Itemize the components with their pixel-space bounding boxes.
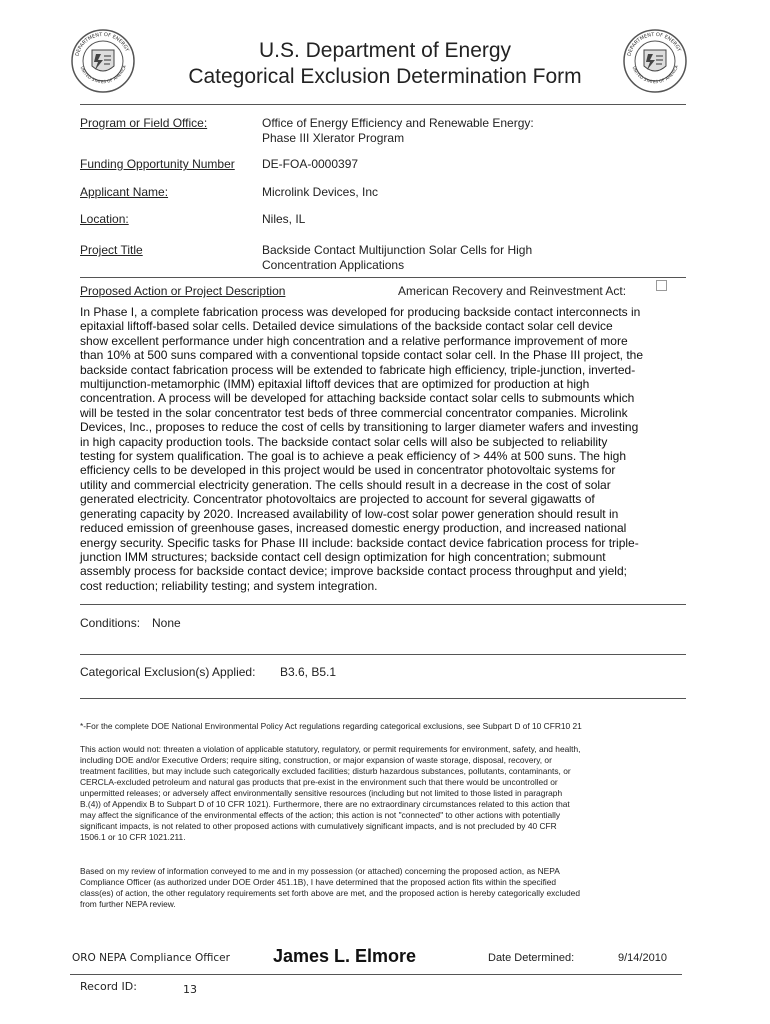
header-divider (80, 104, 686, 105)
divider-proposed (80, 277, 686, 278)
svg-text:UNITED STATES OF AMERICA: UNITED STATES OF AMERICA (79, 64, 128, 85)
funding-value: DE-FOA-0000397 (262, 157, 359, 171)
officer-label: ORO NEPA Compliance Officer (72, 952, 230, 964)
officer-name: James L. Elmore (273, 946, 417, 966)
date-determined-label: Date Determined: (488, 952, 575, 964)
exclusion-value: B3.6, B5.1 (280, 665, 337, 679)
extraordinary-circumstances-text: This action would not: threaten a violation of applicable statutory, regulatory, or permit requirements for environment, safety, and health, including DOE and/or Executive Orders; require siting, construction, or major expansion of waste storage, disposal, recovery, or treatment facilities, but may include such categorically excluded facilities; disturb hazardous substances, pollutants, contaminants, or CERCLA-excluded petroleum and natural gas products that pre-exist in the environment such that there would be uncontrolled or unpermitted releases; or adversely affect environmentally sensitive resources (including but not limited to those listed in paragraph B.(4)) of Appendix B to Subpart D of 10 CFR 1021). Furthermore, there are no extraordinary circumstances related to this action that may affect the significance of the environmental effects of the action; this action is not "connected" to other actions with potentially significant impacts, is not related to other proposed actions with cumulatively significant impacts, and is not precluded by 40 CFR 1506.1 or 10 CFR 1021.211. (80, 744, 581, 842)
location-label: Location: (80, 212, 129, 226)
cfr-footnote: *-For the complete DOE National Environmental Policy Act regulations regarding categorical exclusions, see Subpart D of 10 CFR10 21 (80, 721, 582, 731)
funding-label: Funding Opportunity Number (80, 157, 235, 171)
divider-exclusion (80, 654, 686, 655)
applicant-label: Applicant Name: (80, 185, 169, 199)
arra-checkbox[interactable] (656, 280, 667, 291)
arra-label: American Recovery and Reinvestment Act: (398, 284, 627, 298)
form-title-line2: Categorical Exclusion Determination Form (188, 65, 582, 88)
conditions-label: Conditions: (80, 616, 141, 630)
record-id-value: 13 (183, 983, 197, 996)
record-id-label: Record ID: (80, 980, 137, 993)
location-value: Niles, IL (262, 212, 306, 226)
svg-text:DEPARTMENT OF ENERGY: DEPARTMENT OF ENERGY (74, 31, 130, 57)
project-title-label: Project Title (80, 243, 143, 257)
divider-footnotes (80, 698, 686, 699)
divider-conditions (80, 604, 686, 605)
program-value: Office of Energy Efficiency and Renewable Energy: Phase III Xlerator Program (262, 116, 534, 145)
date-determined-value: 9/14/2010 (618, 952, 667, 964)
project-description: In Phase I, a complete fabrication process was developed for producing backside contact interconnects in epitaxial liftoff-based solar cells. Detailed device simulations of the backside contact solar cell device show excellent performance under high concentration and a relative performance improvement of more than 10% at 500 suns compared with a conventional topside contact solar cell. In the Phase III project, the backside contact fabrication process will be extended to fabricate high efficiency, triple-junction, inverted- multijunction-metamorphic (IMM) epitaxial liftoff devices that are optimized for production at high concentration. A process will be developed for attaching backside contact solar cells to submounts which will be tested in the solar concentrator test beds of three commercial concentrator companies. Microlink Devices, Inc., proposes to reduce the cost of cells by transitioning to larger diameter wafers and investing in high capacity production tools. The backside contact solar cells will also be subjected to reliability testing for system qualification. The goal is to achieve a peak efficiency of > 44% at 500 suns. The high efficiency cells to be developed in this project would be used in concentrator photovoltaic systems for utility and commercial electricity generation. The cells should result in a decrease in the cost of solar generated electricity. Concentrator photovoltaics are projected to account for several gigawatts of generating capacity by 2020. Increased availability of low-cost solar power generation should result in reduced emission of greenhouse gases, increased domestic energy production, and increased national energy security. Specific tasks for Phase III include: backside contact device fabrication process for triple- junction IMM structures; backside contact cell design optimization for high concentration; submount assembly process for backside contact device; improve backside contact process throughput and yield; cost reduction; reliability testing; and system integration. (80, 305, 644, 593)
doe-seal-left (70, 28, 136, 94)
svg-text:UNITED STATES OF AMERICA: UNITED STATES OF AMERICA (631, 64, 680, 85)
project-title-value: Backside Contact Multijunction Solar Cells for High Concentration Applications (262, 243, 533, 272)
divider-signature (70, 974, 682, 975)
program-label: Program or Field Office: (80, 116, 208, 130)
determination-statement: Based on my review of information conveyed to me and in my possession (or attached) concerning the proposed action, as NEPA Compliance Officer (as authorized under DOE Order 451.1B), I have determined that the proposed action fits within the specified class(es) of action, the other regulatory requirements set forth above are met, and the proposed action is hereby categorically excluded from further NEPA review. (80, 866, 580, 909)
conditions-value: None (152, 616, 181, 630)
proposed-action-label: Proposed Action or Project Description (80, 284, 286, 298)
applicant-value: Microlink Devices, Inc (262, 185, 379, 199)
exclusion-label: Categorical Exclusion(s) Applied: (80, 665, 256, 679)
doe-seal-right (622, 28, 688, 94)
form-title-line1: U.S. Department of Energy (258, 39, 512, 62)
svg-text:DEPARTMENT OF ENERGY: DEPARTMENT OF ENERGY (626, 31, 682, 57)
